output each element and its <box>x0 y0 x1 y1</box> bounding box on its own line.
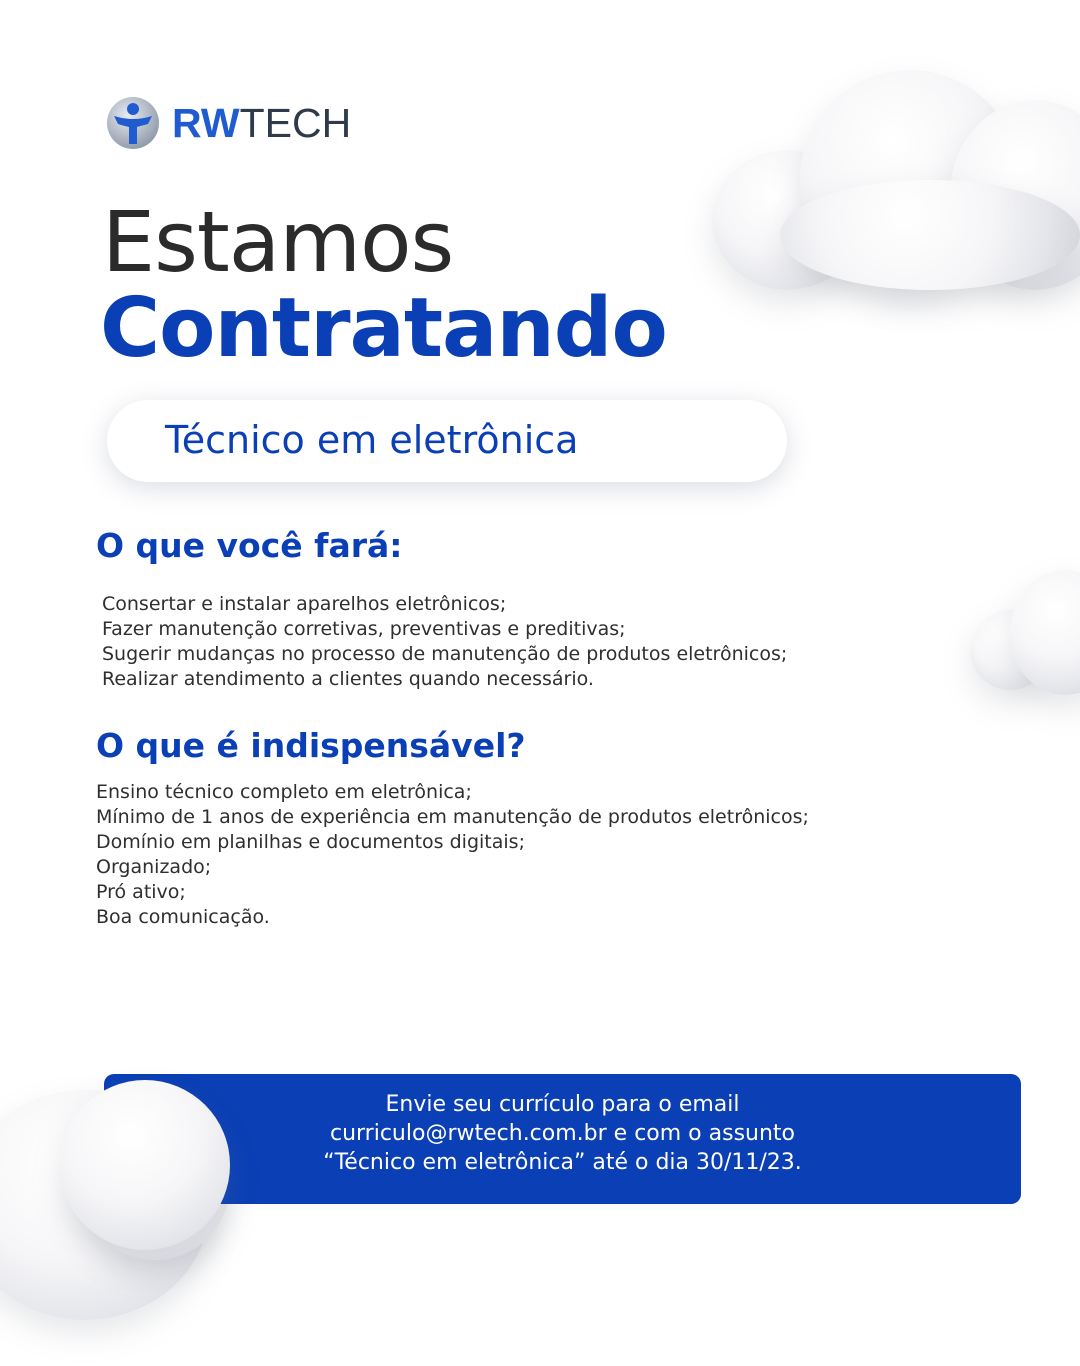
requirements-heading: O que é indispensável? <box>96 726 526 765</box>
cta-line-2: curriculo@rwtech.com.br e com o assunto <box>329 1121 796 1146</box>
cloud-right-middle <box>970 565 1080 705</box>
headline-line-2: Contratando <box>100 281 667 376</box>
list-item: Mínimo de 1 anos de experiência em manutenção de produtos eletrônicos; <box>96 806 809 828</box>
cta-line-1: Envie seu currículo para o email <box>385 1092 740 1117</box>
brand-name <box>172 99 352 146</box>
cloud-bottom-left-front <box>60 1080 240 1280</box>
list-item: Ensino técnico completo em eletrônica; <box>96 781 472 803</box>
list-item: Organizado; <box>96 856 212 878</box>
list-item: Pró ativo; <box>96 881 186 903</box>
cloud-top-right <box>700 60 1080 300</box>
brand-name-tech: TECH <box>239 99 352 146</box>
duties-heading: O que você fará: <box>96 526 403 565</box>
headline-line-1: Estamos <box>102 193 454 291</box>
list-item: Sugerir mudanças no processo de manutenção de produtos eletrônicos; <box>102 643 788 665</box>
cta-line-3: “Técnico em eletrônica” até o dia 30/11/23. <box>323 1150 802 1175</box>
duties-list <box>102 592 787 692</box>
role-pill <box>107 400 787 482</box>
list-item: Realizar atendimento a clientes quando necessário. <box>102 668 594 690</box>
requirements-list <box>96 780 809 930</box>
list-item: Consertar e instalar aparelhos eletrônicos; <box>102 593 507 615</box>
list-item: Boa comunicação. <box>96 906 270 928</box>
brand-logo <box>106 96 351 150</box>
cta-banner <box>104 1074 1021 1204</box>
role-title: Técnico em eletrônica <box>165 418 579 462</box>
list-item: Fazer manutenção corretivas, preventivas e preditivas; <box>102 618 626 640</box>
list-item: Domínio em planilhas e documentos digitais; <box>96 831 525 853</box>
rwtech-logo-icon <box>106 96 160 150</box>
brand-name-rw: RW <box>172 99 240 146</box>
